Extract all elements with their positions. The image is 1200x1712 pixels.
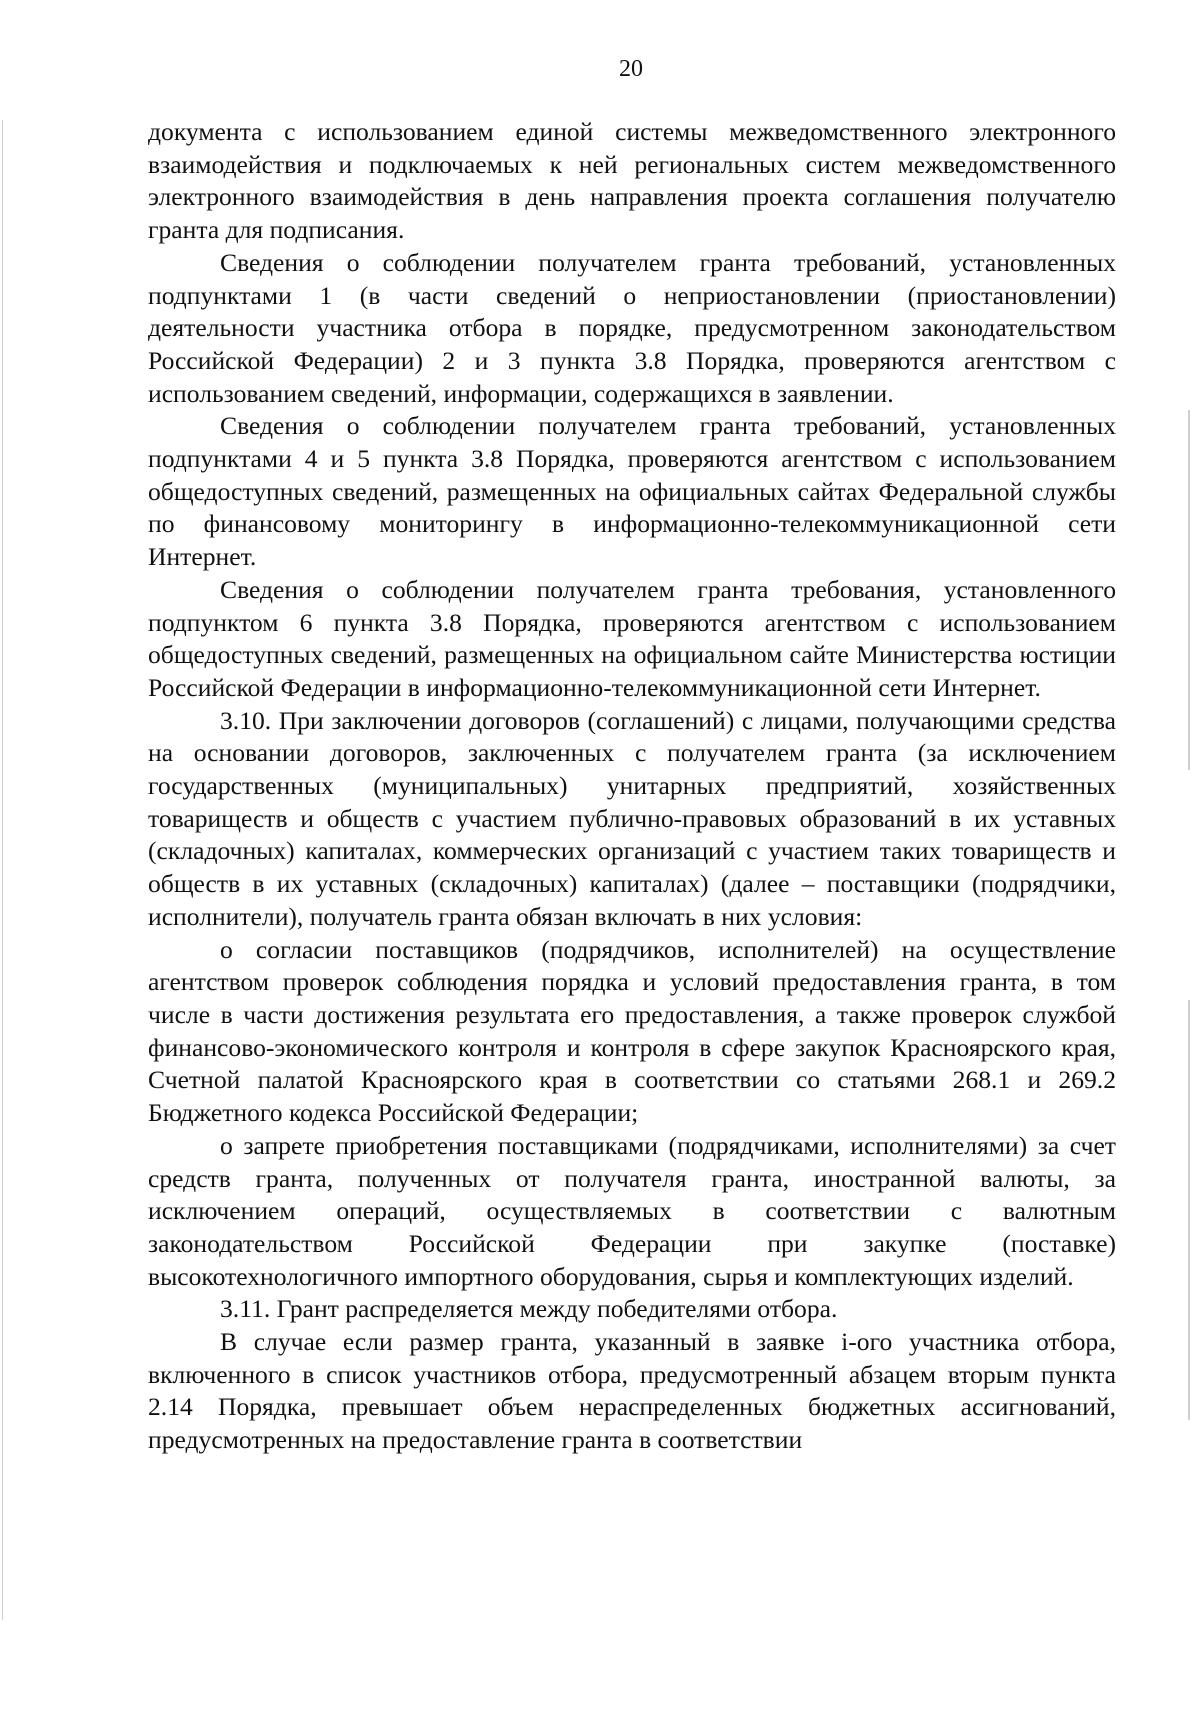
paragraph: о запрете приобретения поставщиками (подрядчиками, исполнителями) за счет средств гранта, полученных от получателя гранта, иностранной валюты, за исключением операций, осуществляемых в соответствии с валютным законодательством Российской Федерации при закупке (поставке) высокотехнологичного импортного оборудования, сырья и комплектующих изделий. — [148, 1130, 1116, 1291]
paragraph: 3.10. При заключении договоров (соглашений) с лицами, получающими средства на основании договоров, заключенных с получателем гранта (за исключением государственных (муниципальных) унитарных предприятий, хозяйственных товариществ и обществ с участием публично-правовых образований в их уставных (складочных) капиталах, коммерческих организаций с участием таких товариществ и обществ в их уставных (складочных) капиталах) (далее – поставщики (подрядчики, исполнители), получатель гранта обязан включать в них условия: — [148, 705, 1116, 931]
paragraph: документа с использованием единой системы межведомственного электронного взаимодействия и подключаемых к ней региональных систем межведомственного электронного взаимодействия в день направления проекта соглашения получателю гранта для подписания. — [148, 117, 1116, 245]
paragraph: Сведения о соблюдении получателем гранта требования, установленного подпунктом 6 пункта 3.8 Порядка, проверяются агентством с использованием общедоступных сведений, размещенных на официальном сайте Министерства юстиции Российской Федерации в информационно-телекоммуникационной сети Интернет. — [148, 574, 1116, 702]
scan-edge-mark — [2, 120, 3, 1620]
paragraph: Сведения о соблюдении получателем гранта требований, установленных подпунктами 4 и 5 пункта 3.8 Порядка, проверяются агентством с использованием общедоступных сведений, размещенных на официальных сайтах Федеральной службы по финансовому мониторингу в информационно-телекоммуникационной сети Интернет. — [148, 411, 1116, 572]
paragraph: Сведения о соблюдении получателем гранта требований, установленных подпунктами 1 (в части сведений о неприостановлении (приостановлении) деятельности участника отбора в порядке, предусмотренном законодательством Российской Федерации) 2 и 3 пункта 3.8 Порядка, проверяются агентством с использованием сведений, информации, содержащихся в заявлении. — [148, 247, 1116, 408]
scan-edge-mark — [1188, 410, 1190, 770]
paragraph: о согласии поставщиков (подрядчиков, исполнителей) на осуществление агентством проверок соблюдения порядка и условий предоставления гранта, в том числе в части достижения результата его предоставления, а также проверок службой финансово-экономического контроля и контроля в сфере закупок Красноярского края, Счетной палатой Красноярского края в соответствии со статьями 268.1 и 269.2 Бюджетного кодекса Российской Федерации; — [148, 934, 1116, 1128]
paragraph: В случае если размер гранта, указанный в заявке i-ого участника отбора, включенного в список участников отбора, предусмотренный абзацем вторым пункта 2.14 Порядка, превышает объем нераспределенных бюджетных ассигнований, предусмотренных на предоставление гранта в соответствии — [148, 1327, 1116, 1455]
scan-edge-mark — [1188, 1000, 1190, 1420]
page-number: 20 — [619, 56, 643, 82]
paragraph: 3.11. Грант распределяется между победителями отбора. — [220, 1294, 838, 1324]
document-body — [148, 116, 1116, 1457]
